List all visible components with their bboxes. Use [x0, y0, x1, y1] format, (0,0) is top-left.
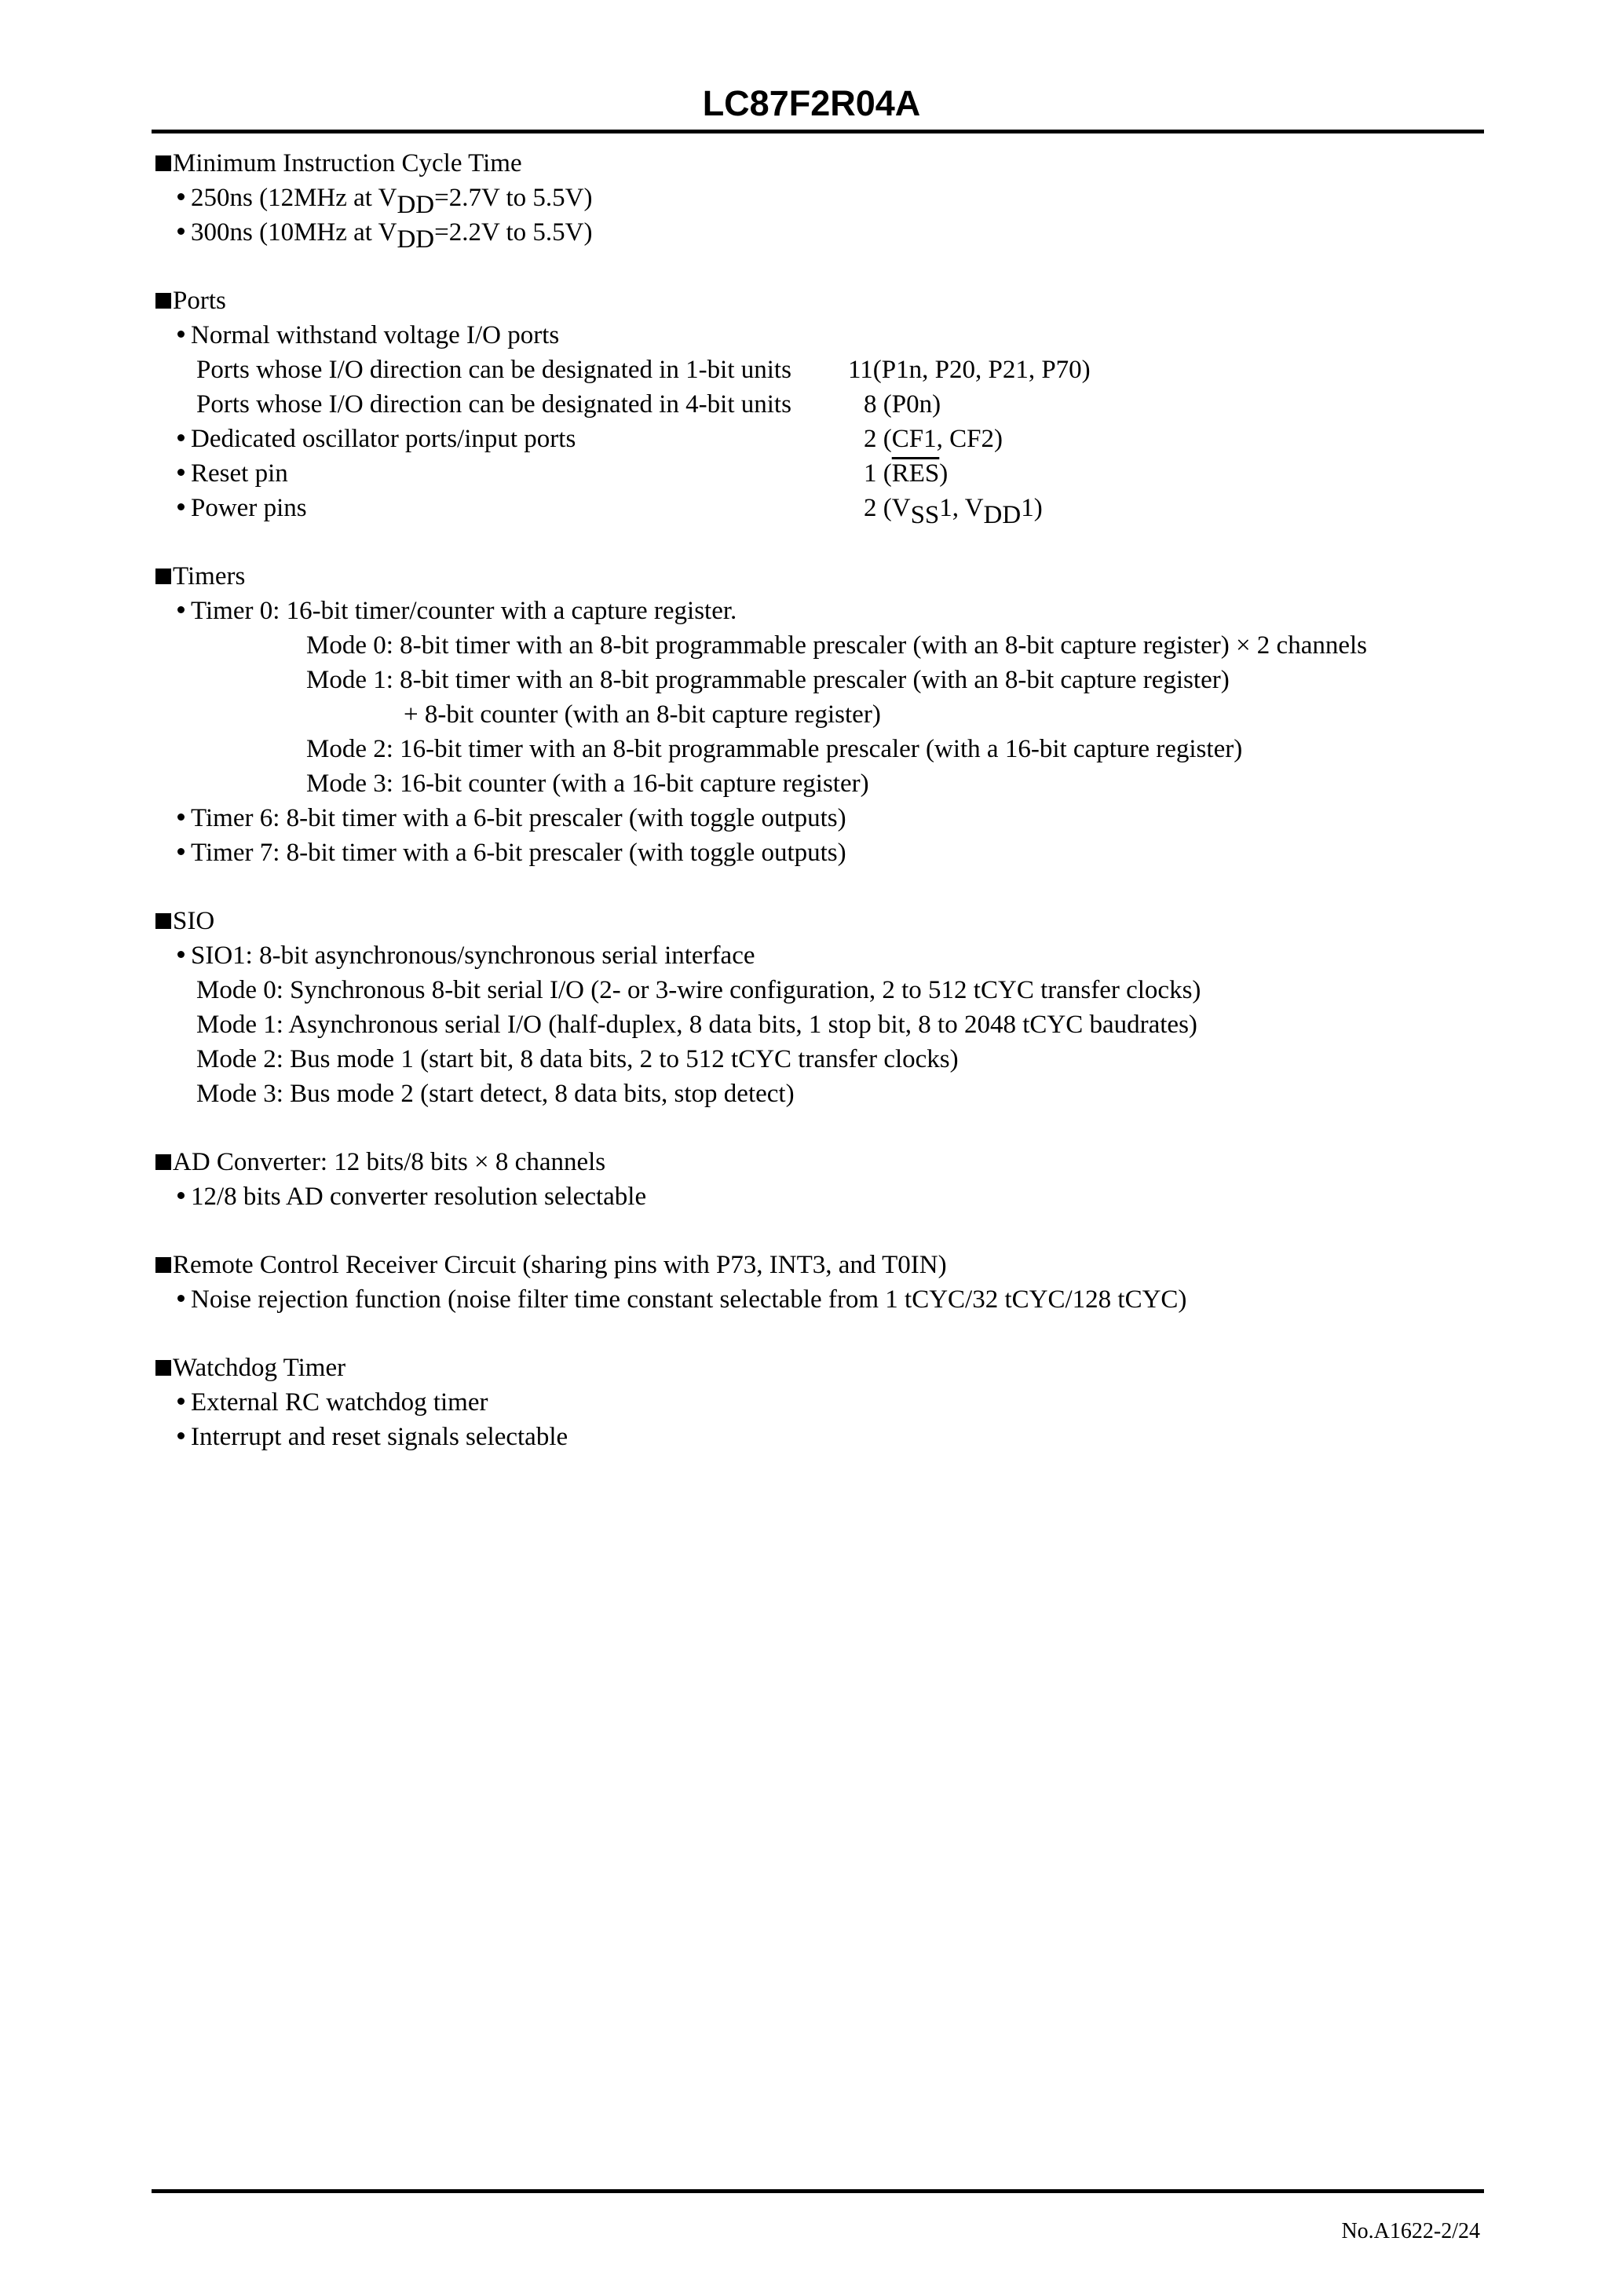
list-item: Timer 0: 16-bit timer/counter with a capture register. [155, 594, 1475, 628]
list-item: 12/8 bits AD converter resolution selectable [155, 1179, 1475, 1214]
bullet-icon [177, 228, 185, 235]
section-heading-min-cycle: Minimum Instruction Cycle Time [155, 146, 1475, 181]
square-bullet-icon [155, 1360, 171, 1376]
timer0-mode1-cont: + 8-bit counter (with an 8-bit capture register) [404, 700, 881, 729]
list-item: Timer 6: 8-bit timer with a 6-bit prescaler (with toggle outputs) [155, 801, 1475, 835]
feature-list [155, 146, 1475, 1454]
bullet-icon [177, 606, 185, 613]
bullet-icon [177, 1295, 185, 1302]
section-heading-ports: Ports [155, 283, 1475, 318]
bullet-icon [177, 813, 185, 821]
square-bullet-icon [155, 569, 171, 584]
square-bullet-icon [155, 1154, 171, 1170]
list-item: 250ns (12MHz at VDD=2.7V to 5.5V) [155, 181, 1475, 215]
bullet-icon [177, 434, 185, 441]
header-rule [152, 130, 1484, 133]
sio-mode3: Mode 3: Bus mode 2 (start detect, 8 data bits, stop detect) [196, 1080, 795, 1108]
page-number: No.A1622-2/24 [1341, 2219, 1480, 2243]
reset-pin-value: 1 $(\overline{RES})$ [864, 459, 949, 488]
bullet-icon [177, 469, 185, 476]
section-heading-timers: Timers [155, 559, 1475, 594]
square-bullet-icon [155, 293, 171, 309]
footer-rule [152, 2189, 1484, 2193]
list-item: Interrupt and reset signals selectable [155, 1420, 1475, 1454]
list-item: 300ns (10MHz at VDD=2.2V to 5.5V) [155, 215, 1475, 250]
timer0-mode1: Mode 1: 8-bit timer with an 8-bit programmable prescaler (with an 8-bit capture register) [306, 666, 1230, 694]
ports-row-reset: Reset pin 1 $(\overline{RES})$ [155, 456, 1475, 491]
bullet-icon [177, 951, 185, 958]
timer0-mode0: Mode 0: 8-bit timer with an 8-bit programmable prescaler (with an 8-bit capture register) × 2 channels [306, 631, 1368, 660]
bullet-icon [177, 1192, 185, 1199]
square-bullet-icon [155, 155, 171, 171]
section-heading-ad: AD Converter: 12 bits/8 bits × 8 channels [155, 1145, 1475, 1179]
bullet-icon [177, 331, 185, 338]
bullet-icon [177, 193, 185, 200]
sio-mode1: Mode 1: Asynchronous serial I/O (half-duplex, 8 data bits, 1 stop bit, 8 to 2048 tCYC baudrates) [196, 1011, 1197, 1039]
square-bullet-icon [155, 1257, 171, 1273]
square-bullet-icon [155, 913, 171, 929]
list-item: Normal withstand voltage I/O ports [155, 318, 1475, 353]
list-item: Noise rejection function (noise filter time constant selectable from 1 tCYC/32 tCYC/128 tCYC) [155, 1282, 1475, 1317]
sio-mode0: Mode 0: Synchronous 8-bit serial I/O (2- or 3-wire configuration, 2 to 512 tCYC transfer clocks) [196, 976, 1201, 1004]
bullet-icon [177, 1432, 185, 1439]
list-item: SIO1: 8-bit asynchronous/synchronous serial interface [155, 938, 1475, 973]
list-item: Timer 7: 8-bit timer with a 6-bit prescaler (with toggle outputs) [155, 835, 1475, 870]
bullet-icon [177, 848, 185, 855]
ports-row-oscillator: Dedicated oscillator ports/input ports 2 (CF1, CF2) [155, 422, 1475, 456]
ports-row-4bit: Ports whose I/O direction can be designated in 4-bit units 8 (P0n) [196, 390, 941, 419]
ports-row-power: Power pins 2 (VSS1, VDD1) [155, 491, 1475, 525]
timer0-mode3: Mode 3: 16-bit counter (with a 16-bit capture register) [306, 770, 869, 798]
power-pins-value: 2 (VSS1, VDD1) [864, 494, 1043, 529]
document-title: LC87F2R04A [702, 83, 921, 123]
ports-row-1bit: Ports whose I/O direction can be designated in 1-bit units 11(P1n, P20, P21, P70) [196, 356, 1091, 384]
section-heading-remote: Remote Control Receiver Circuit (sharing pins with P73, INT3, and T0IN) [155, 1248, 1475, 1282]
section-heading-sio: SIO [155, 904, 1475, 938]
bullet-icon [177, 1398, 185, 1405]
list-item: External RC watchdog timer [155, 1385, 1475, 1420]
bullet-icon [177, 503, 185, 510]
sio-mode2: Mode 2: Bus mode 1 (start bit, 8 data bits, 2 to 512 tCYC transfer clocks) [196, 1045, 959, 1073]
timer0-mode2: Mode 2: 16-bit timer with an 8-bit programmable prescaler (with a 16-bit capture register) [306, 735, 1243, 763]
section-heading-watchdog: Watchdog Timer [155, 1351, 1475, 1385]
